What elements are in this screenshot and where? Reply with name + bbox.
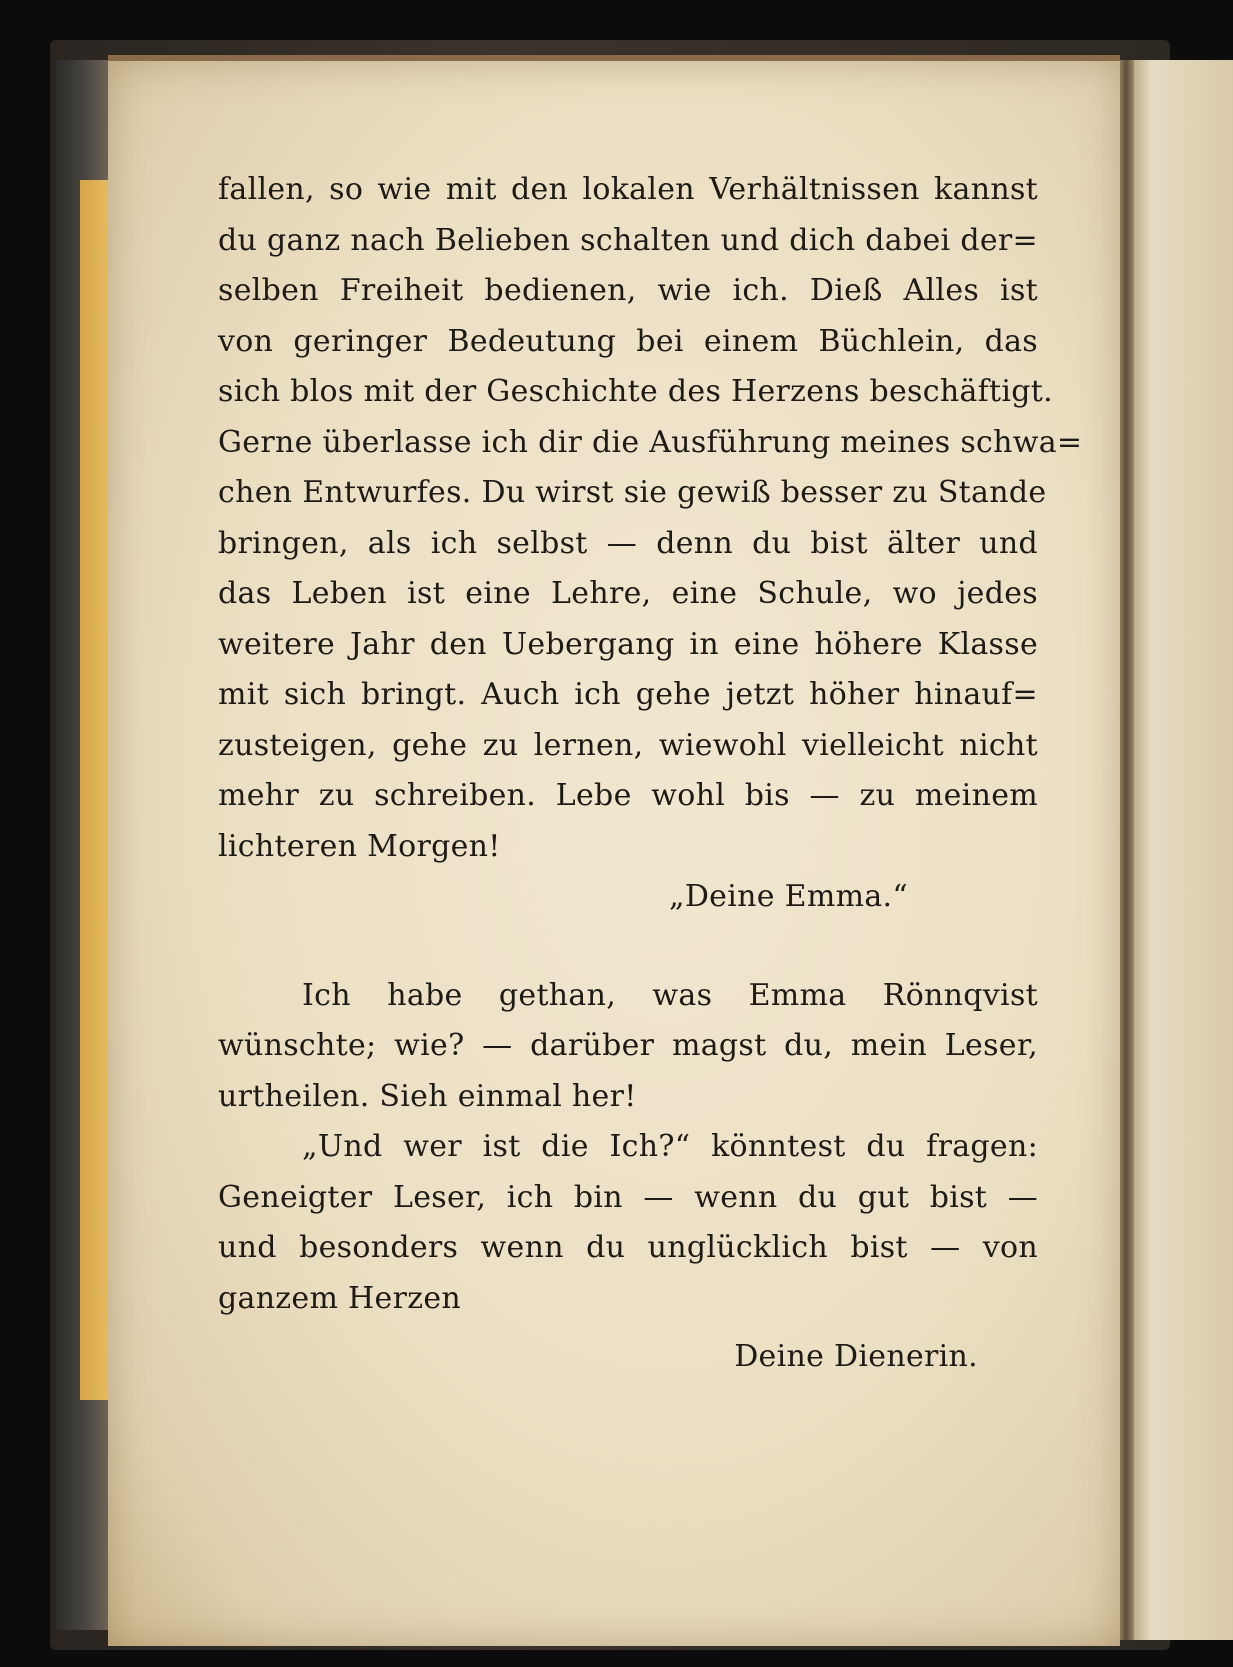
text-line: mit sich bringt. Auch ich gehe jetzt höher hinauf= xyxy=(218,677,1038,712)
text-line: urtheilen. Sieh einmal her! xyxy=(218,1078,637,1114)
text-line: fallen, so wie mit den lokalen Verhältnissen kannst xyxy=(218,172,1038,207)
text-line: Gerne überlasse ich dir die Ausführung meines schwa= xyxy=(218,424,1083,460)
text-line: mehr zu schreiben. Lebe wohl bis — zu meinem xyxy=(218,778,1038,813)
text-line: lichteren Morgen! xyxy=(218,828,501,864)
text-line: chen Entwurfes. Du wirst sie gewiß besser zu Stande xyxy=(218,475,1047,510)
text-line: und besonders wenn du unglücklich bist — von xyxy=(218,1230,1038,1265)
page-gutter xyxy=(1118,60,1134,1640)
text-line: ganzem Herzen xyxy=(218,1280,461,1316)
text-line: selben Freiheit bedienen, wie ich. Dieß Alles ist xyxy=(218,273,1038,308)
text-line: von geringer Bedeutung bei einem Büchlein, das xyxy=(218,323,1038,359)
text-line: bringen, als ich selbst — denn du bist älter und xyxy=(218,525,1038,561)
facing-page-edge xyxy=(1132,60,1233,1640)
text-line: Geneigter Leser, ich bin — wenn du gut bist — xyxy=(218,1179,1038,1215)
paragraph-gap xyxy=(218,923,1038,971)
letter-signature: „Deine Emma.“ xyxy=(668,879,908,914)
closing-signature: Deine Dienerin. xyxy=(734,1339,978,1374)
text-line: das Leben ist eine Lehre, eine Schule, wo jedes xyxy=(218,576,1038,611)
text-line: du ganz nach Belieben schalten und dich dabei der= xyxy=(218,222,1038,258)
text-line: sich blos mit der Geschichte des Herzens beschäftigt. xyxy=(218,374,1053,409)
page-text xyxy=(218,165,1083,1383)
text-line: „Und wer ist die Ich?“ könntest du fragen: xyxy=(302,1129,1038,1164)
text-line: wünschte; wie? — darüber magst du, mein Leser, xyxy=(218,1028,1038,1063)
text-line: zusteigen, gehe zu lernen, wiewohl vielleicht nicht xyxy=(218,727,1038,763)
text-line: Ich habe gethan, was Emma Rönnqvist xyxy=(302,977,1038,1013)
text-line: weitere Jahr den Uebergang in eine höhere Klasse xyxy=(218,626,1038,662)
